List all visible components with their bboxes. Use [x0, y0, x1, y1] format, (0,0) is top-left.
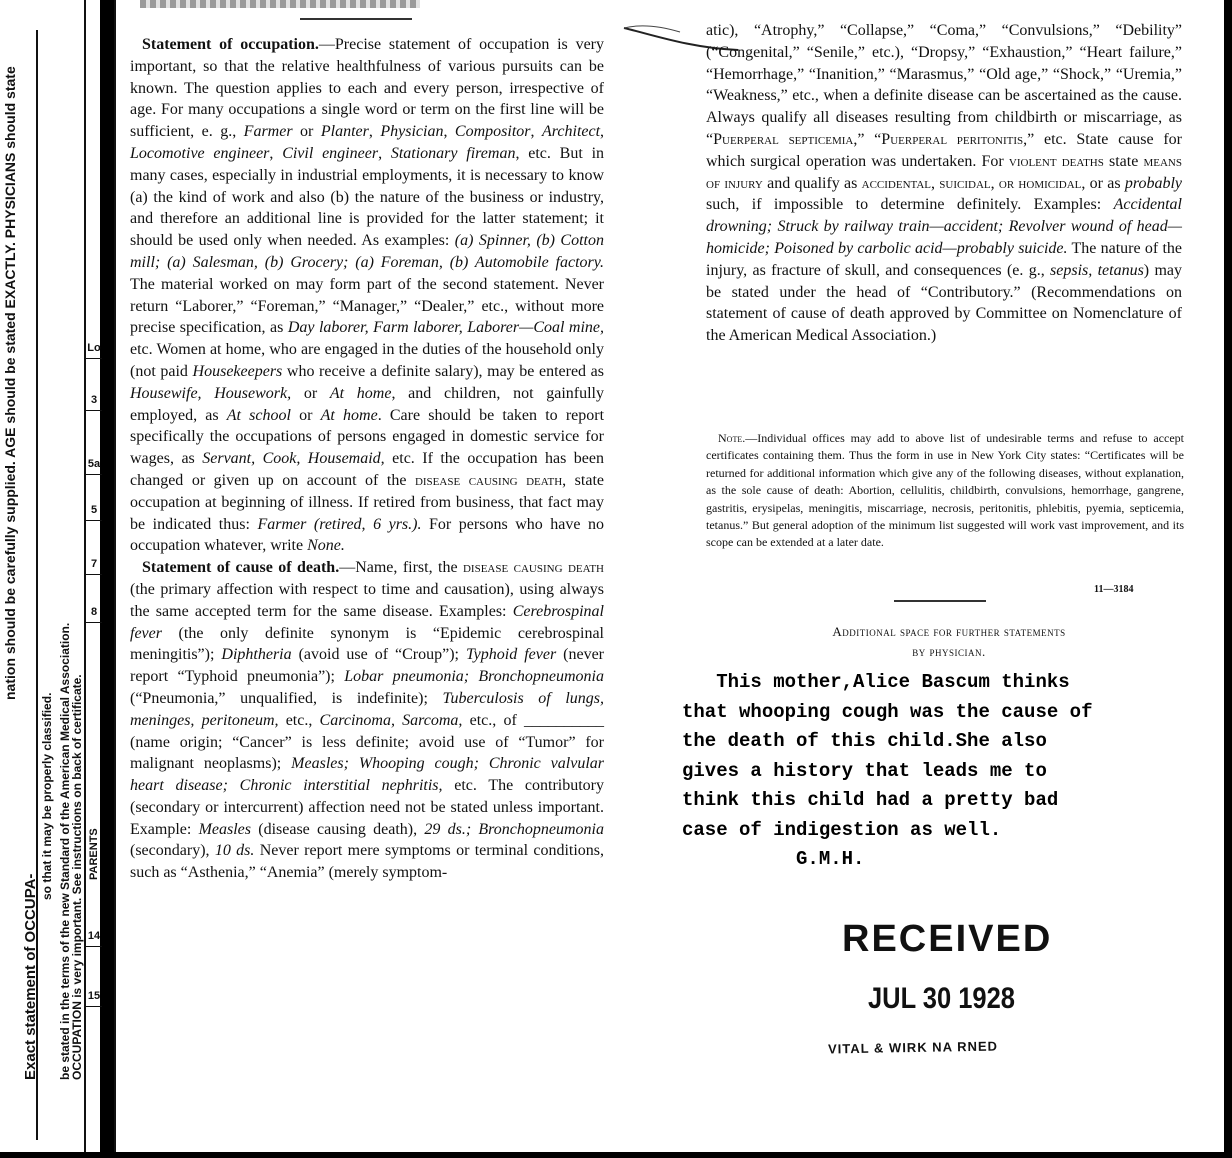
- example: Measles: [198, 820, 251, 838]
- text: . Care should be taken to report specifically the occupations of persons engaged in domestic service for wages, as: [130, 406, 605, 468]
- term: violent deaths: [1008, 152, 1104, 170]
- text: etc. Women at home, who are engaged in the duties of the household only (not paid: [130, 341, 604, 380]
- instructions-right-column: [706, 20, 1182, 347]
- text: ,” etc. State cause for which surgical operation was undertaken. For: [706, 130, 1182, 170]
- example: Physician: [380, 123, 444, 141]
- typed-line: This mother,Alice Bascum thinks: [682, 671, 1070, 693]
- text: (never report “Typhoid pneumonia”);: [130, 646, 604, 686]
- term: accidental, suicidal, or homicidal: [861, 174, 1082, 192]
- typed-line: G.M.H.: [682, 848, 865, 870]
- strip-tick: 8: [86, 604, 102, 623]
- top-rule: [300, 18, 412, 20]
- strip-vertical-text: so that it may be properly classified.: [40, 692, 54, 900]
- section-rule: [894, 600, 986, 602]
- text: , etc. But in many cases, especially in industrial employments, it is necessary to know (a) the kind of work and also (b) the nature of the business or industry, and therefore an additional line is provided for the latter statement; it should be used only when needed. As examples:: [130, 144, 605, 250]
- cause-heading: Statement of cause of death.: [142, 559, 340, 577]
- example: None.: [307, 537, 345, 555]
- text: (the primary affection with respect to time and causation), using always the same accepted term for the same disease. Examples:: [130, 580, 604, 620]
- example: Day laborer, Farm laborer, Laborer—Coal mine,: [287, 319, 605, 337]
- example: (a) Spinner, (b) Cotton mill; (a) Salesman, (b) Grocery; (a) Foreman, (b) Automobile factory.: [130, 232, 604, 271]
- example: Cerebrospinal fever: [130, 602, 604, 642]
- top-smudge: [140, 0, 420, 8]
- text: , or as: [1081, 174, 1125, 192]
- example: probably: [1124, 174, 1183, 192]
- additional-space-heading: [706, 622, 1192, 662]
- text: such, if impossible to determine definitely. Examples:: [706, 196, 1114, 214]
- example: Civil engineer: [282, 144, 379, 162]
- text: The material worked on may form part of the second statement. Never return “Laborer,” “Foreman,” “Manager,” “Dealer,” etc., without more precise specification, as: [130, 275, 604, 337]
- text: (“Pneumonia,” unqualified, is indefinite);: [130, 689, 443, 707]
- text: , and children, not gainfully employed, as: [130, 384, 604, 424]
- form-number: 11—3184: [1094, 584, 1134, 595]
- text: The nature of the injury, as fracture of skull, and consequences (e. g.,: [706, 239, 1183, 279]
- example: Housekeepers: [192, 362, 283, 380]
- occupation-paragraph: Statement of occupation.—Precise statement of occupation is very important, so that the relative healthfulness of various pursuits can be known. The question applies to each and every person, irrespective of age. For many occupations a single word or term on the first line will be sufficient, e. g., Farmer or Planter, Physician, Compositor, Architect, Locomotive engineer, Civil engineer, Stationary fireman, etc. But in many cases, especially in industrial employments, it is necessary to know (a) the kind of work and also (b) the nature of the business or industry, and therefore an additional line is provided for the latter statement; it should be used only when needed. As examples: (a) Spinner, (b) Cotton mill; (a) Salesman, (b) Grocery; (a) Foreman, (b) Automobile factory. The material worked on may form part of the second statement. Never return “Laborer,” “Foreman,” “Manager,” “Dealer,” etc., without more precise specification, as Day laborer, Farm laborer, Laborer—Coal mine, etc. Women at home, who are engaged in the duties of the household only (not paid Housekeepers who receive a definite salary), may be entered as Housewife, Housework, or At home, and children, not gainfully employed, as At school or At home. Care should be taken to report specifically the occupations of persons engaged in domestic service for wages, as Servant, Cook, Housemaid, etc. If the occupation has been changed or given up on account of the disease causing death, state occupation at beginning of illness. If retired from business, that fact may be indicated thus: Farmer (retired, 6 yrs.). For persons who have no occupation whatever, write None.: [130, 36, 605, 555]
- heading-line: Additional space for further statements: [832, 624, 1066, 639]
- note-text: —Individual offices may add to above list of undesirable terms and refuse to accept certificates containing them. Thus the form in use in New York City states: “Certificates will be returned for additional information which give any of the following diseases, without explanation, as the sole cause of death: Abortion, cellulitis, childbirth, convulsions, hemorrhage, gangrene, gastritis, erysipelas, meningitis, miscarriage, necrosis, peritonitis, phlebitis, pyemia, septicemia, tetanus.” But general adoption of the minimum list suggested will work vast improvement, and its scope can be extended at a later date.: [706, 431, 1184, 550]
- typed-line: that whooping cough was the cause of: [682, 700, 1093, 723]
- example: Planter: [320, 123, 369, 141]
- strip-tick: 3: [86, 392, 102, 411]
- strip-edge: [84, 0, 86, 1158]
- typed-line: case of indigestion as well.: [682, 818, 1002, 841]
- example: Architect: [541, 123, 601, 141]
- example: At home: [329, 384, 392, 402]
- text: etc. If the occupation has been changed or given up on account of the: [130, 450, 605, 489]
- instructions-left-column: [130, 34, 604, 884]
- text: ,” “: [853, 130, 882, 148]
- strip-tick: 14: [86, 928, 102, 947]
- text: —Precise statement of occupation is very important, so that the relative healthfulness of various pursuits can be known. The question applies to each and every person, irrespective of age. For many occupations a single word or term on the first line will be sufficient, e. g.,: [130, 36, 605, 141]
- strip-tick: 15: [86, 988, 102, 1007]
- text: Never report mere symptoms or terminal conditions, such as “Asthenia,” “Anemia” (merely symptom-: [130, 842, 605, 882]
- text: —Name, first, the: [339, 559, 463, 577]
- example: Typhoid fever: [465, 646, 557, 664]
- strip-vertical-text: be stated in the terms of the new Standard of the American Medical Association.: [58, 622, 72, 1080]
- scan-border: [0, 1152, 1232, 1158]
- strip-tick: 5a: [86, 456, 102, 475]
- symptoms-paragraph: [706, 20, 1182, 347]
- text: etc.,: [278, 711, 320, 729]
- example: Diphtheria: [221, 646, 292, 664]
- text: etc. The contributory (secondary or intercurrent) affection need not be stated unless important. Example:: [130, 777, 605, 838]
- physician-typed-statement: [682, 668, 1212, 875]
- cause-paragraph: [130, 557, 604, 884]
- example: Farmer (retired, 6 yrs.).: [257, 515, 422, 533]
- typed-line: gives a history that leads me to: [682, 759, 1047, 782]
- text: (disease causing death),: [251, 820, 425, 838]
- strip-vertical-text: Exact statement of OCCUPA-: [22, 873, 39, 1080]
- text: For persons who have no occupation whatever, write: [130, 515, 605, 555]
- received-date-stamp: JUL 30 1928: [868, 982, 1015, 1015]
- example: Measles; Whooping cough; Chronic valvular heart disease; Chronic interstitial nephritis,: [130, 755, 604, 795]
- example: Farmer: [243, 123, 293, 141]
- left-form-strip: [0, 0, 118, 1158]
- term: means of injury: [706, 152, 1182, 192]
- example: Housewife, Housework,: [130, 384, 292, 402]
- note-label: Note.: [718, 431, 746, 445]
- strip-vertical-text: OCCUPATION is very important. See instructions on back of certificate.: [70, 674, 84, 1080]
- text: who receive a definite salary), may be entered as: [282, 362, 604, 380]
- strip-vertical-text: nation should be carefully supplied. AGE should be stated EXACTLY. PHYSICIANS should state: [2, 66, 18, 700]
- example: At home: [320, 406, 378, 424]
- strip-edge: [114, 0, 116, 1158]
- scan-border: [1224, 0, 1232, 1158]
- text: , state occupation at beginning of illness. If retired from business, that fact may be indicated thus:: [130, 471, 604, 533]
- term: Puerperal peritonitis: [881, 130, 1024, 148]
- example: Carcinoma, Sarcoma,: [319, 711, 463, 729]
- example: Servant, Cook, Housemaid,: [202, 450, 385, 468]
- text: atic), “Atrophy,” “Collapse,” “Coma,” “Convulsions,” “Debility” (“Congenital,” “Senile,” etc.), “Dropsy,” “Exhaustion,” “Heart failure,” “Hemorrhage,” “Inanition,” “Marasmus,” “Old age,” “Shock,” “Uremia,” “Weakness,” etc., when a definite disease can be ascertained as the cause. Always qualify all diseases resulting from childbirth or miscarriage, as “: [706, 22, 1182, 148]
- example: At school: [226, 406, 291, 424]
- note-paragraph: [706, 430, 1184, 552]
- text: (secondary),: [130, 842, 215, 860]
- occupation-heading: Statement of occupation.: [142, 36, 319, 53]
- example: Stationary fireman: [390, 144, 516, 162]
- received-stamp: RECEIVED: [842, 918, 1053, 960]
- agency-stamp: VITAL & WIRK NA RNED: [827, 1038, 999, 1057]
- example: 10 ds.: [214, 842, 255, 860]
- example: sepsis, tetanus: [1050, 261, 1144, 279]
- text: etc., of __________ (name origin; “Cancer” is less definite; avoid use of “Tumor” for malignant neoplasms);: [130, 711, 604, 773]
- example: Accidental drowning; Struck by railway train—accident; Revolver wound of head—homicide; Poisoned by carbolic acid—probably suicide.: [706, 196, 1182, 257]
- typed-line: think this child had a pretty bad: [682, 789, 1059, 811]
- example: 29 ds.; Bronchopneumonia: [424, 820, 605, 838]
- strip-tick: Lo: [86, 340, 102, 359]
- example: Compositor: [454, 123, 531, 141]
- text: state: [1103, 152, 1144, 170]
- typed-line: the death of this child.She also: [682, 730, 1047, 752]
- strip-vertical-text: PARENTS: [88, 828, 100, 880]
- example: Lobar pneumonia; Bronchopneumonia: [344, 668, 604, 686]
- text: or: [290, 406, 321, 424]
- text: or: [291, 384, 330, 402]
- strip-tick: 5: [86, 502, 102, 521]
- term: disease causing death: [414, 471, 563, 489]
- term: Puerperal septicemia: [713, 130, 854, 148]
- example: Locomotive engineer: [130, 144, 270, 162]
- heading-line: by physician.: [912, 644, 986, 659]
- text: (avoid use of “Croup”);: [291, 646, 466, 664]
- term: disease causing death: [462, 559, 604, 577]
- text: ) may be stated under the head of “Contributory.” (Recommendations on statement of cause of death approved by Committee on Nomenclature of the American Medical Association.): [706, 261, 1182, 345]
- text: and qualify as: [762, 174, 862, 192]
- example: Tuberculosis of lungs, meninges, peritoneum,: [130, 689, 605, 729]
- strip-tick: 7: [86, 556, 102, 575]
- text: (the only definite synonym is “Epidemic cerebrospinal meningitis”);: [130, 624, 604, 664]
